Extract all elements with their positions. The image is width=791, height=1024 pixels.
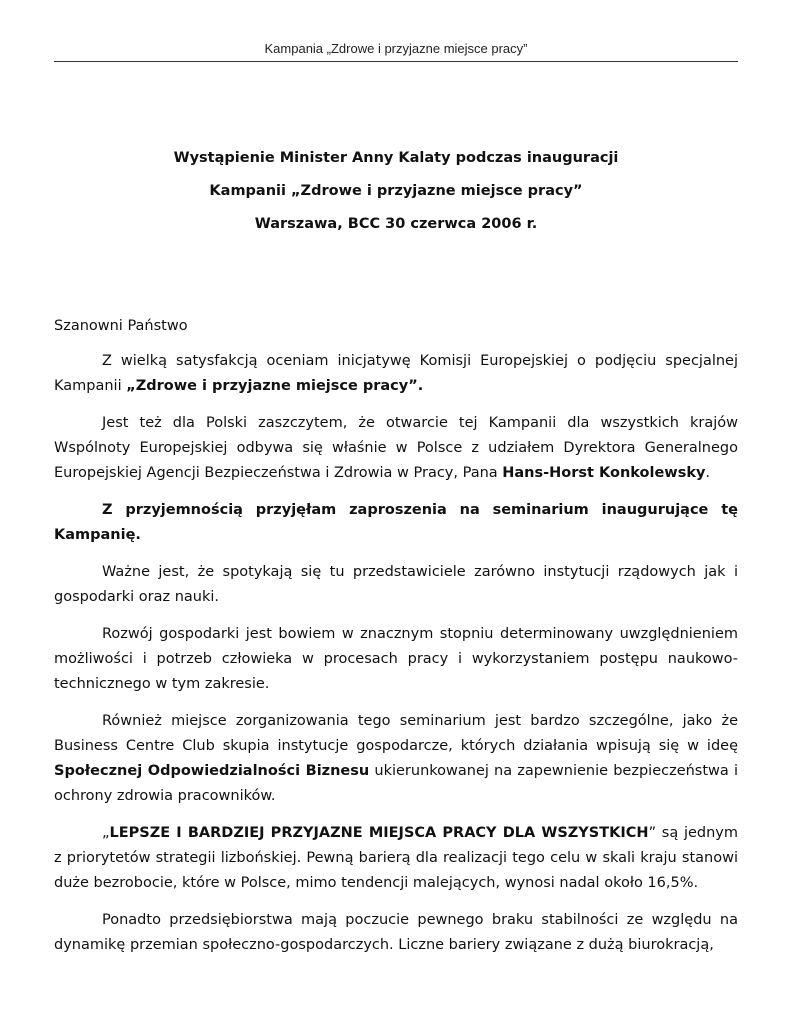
paragraph-6-end: ukierunkowanej na zapewnienie bezpieczeństwa i ochrony zdrowia pracowników. bbox=[54, 763, 738, 804]
paragraph-5: Rozwój gospodarki jest bowiem w znacznym stopniu determinowany uwzględnieniem możliwości i potrzeb człowieka w procesach pracy i wykorzystaniem postępu naukowo-technicznego w tym zakresie. bbox=[54, 626, 738, 692]
paragraph-2-text: Jest też dla Polski zaszczytem, że otwarcie tej Kampanii dla wszystkich krajów Wspólnoty Europejskiej odbywa się właśnie w Polsce z udziałem Dyrektora Generalnego Europejskiej Agencji Bezpieczeństwa i Zdrowia w Pracy, Pana bbox=[54, 415, 738, 481]
speech-body bbox=[54, 314, 738, 970]
paragraph-1 bbox=[54, 349, 738, 399]
header-rule bbox=[54, 61, 738, 62]
paragraph-4: Ważne jest, że spotykają się tu przedstawiciele zarówno instytucji rządowych jak i gospodarki oraz nauki. bbox=[54, 564, 738, 605]
salutation: Szanowni Państwo bbox=[54, 318, 188, 334]
slogan-bold: LEPSZE I BARDZIEJ PRZYJAZNE MIEJSCA PRACY DLA WSZYSTKICH bbox=[109, 825, 649, 841]
paragraph-6 bbox=[54, 709, 738, 809]
speech-title bbox=[54, 148, 738, 247]
paragraph-1-text: Z wielką satysfakcją oceniam inicjatywę Komisji Europejskiej o podjęciu specjalnej Kampanii bbox=[54, 353, 738, 394]
paragraph-2-end: . bbox=[705, 465, 711, 481]
paragraph-2 bbox=[54, 411, 738, 486]
title-line-1: Wystąpienie Minister Anny Kalaty podczas inauguracji bbox=[173, 150, 619, 166]
paragraph-6-text: Również miejsce zorganizowania tego seminarium jest bardzo szczególne, jako że Business Centre Club skupia instytucje gospodarcze, których działania wpisują się w ideę bbox=[54, 713, 738, 754]
title-line-3: Warszawa, BCC 30 czerwca 2006 r. bbox=[254, 216, 538, 232]
paragraph-3: Z przyjemnością przyjęłam zaproszenia na seminarium inaugurujące tę Kampanię. bbox=[54, 502, 738, 543]
director-name-bold: Hans-Horst Konkolewsky bbox=[502, 465, 706, 481]
paragraph-8: Ponadto przedsiębiorstwa mają poczucie pewnego braku stabilności ze względu na dynamikę przemian społeczno-gospodarczych. Liczne bariery związane z dużą biurokracją, bbox=[54, 912, 738, 953]
paragraph-7-open-quote: „ bbox=[102, 825, 110, 841]
paragraph-7-text: ” są jednym z priorytetów strategii lizbońskiej. Pewną barierą dla realizacji tego celu w skali kraju stanowi duże bezrobocie, które w Polsce, mimo tendencji malejących, wynosi nadal około 16,5%. bbox=[54, 825, 738, 891]
paragraph-7 bbox=[54, 821, 738, 896]
csr-bold: Społecznej Odpowiedzialności Biznesu bbox=[54, 763, 370, 779]
campaign-name-bold: „Zdrowe i przyjazne miejsce pracy”. bbox=[126, 378, 424, 394]
running-header: Kampania „Zdrowe i przyjazne miejsce pracy” bbox=[264, 41, 528, 56]
title-line-2: Kampanii „Zdrowe i przyjazne miejsce pracy” bbox=[209, 183, 583, 199]
